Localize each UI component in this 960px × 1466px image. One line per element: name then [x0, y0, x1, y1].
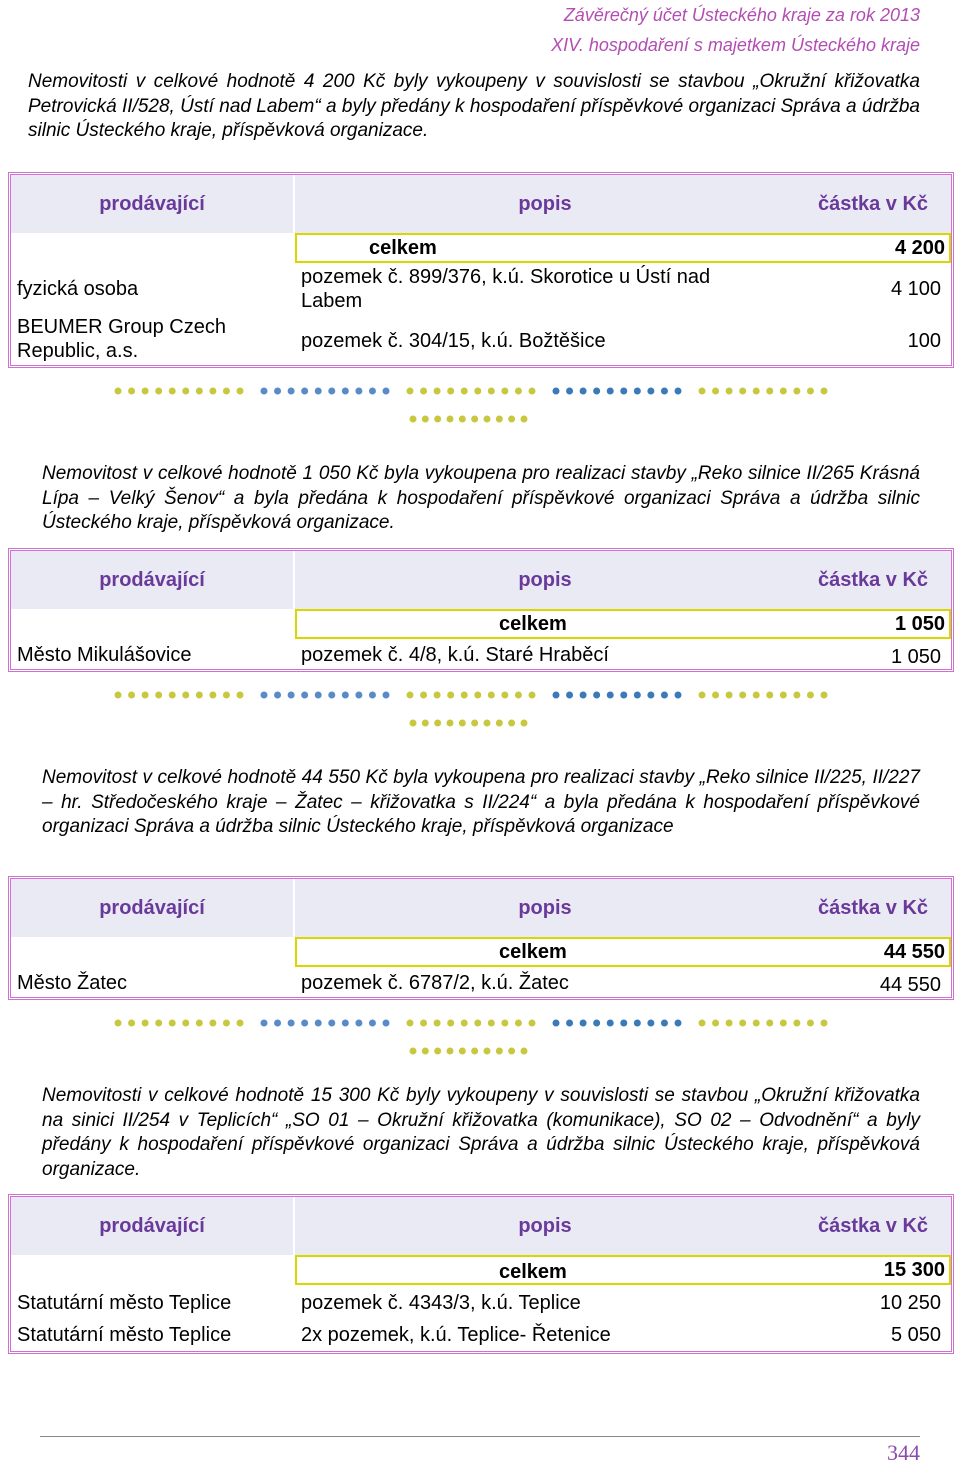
decorative-dot — [155, 1020, 162, 1027]
decorative-dot — [699, 692, 706, 699]
decorative-dot — [739, 388, 746, 395]
table-row-seller: Statutární město Teplice — [17, 1292, 232, 1314]
decorative-dot — [712, 1020, 719, 1027]
decorative-dot — [274, 388, 281, 395]
decorative-dot — [461, 692, 468, 699]
decorative-dot — [553, 388, 560, 395]
decorative-dot — [699, 1020, 706, 1027]
decorative-dot — [739, 692, 746, 699]
decorative-dot — [488, 1020, 495, 1027]
decorative-dot — [447, 692, 454, 699]
decorative-dot — [484, 720, 491, 727]
decorative-dot — [580, 388, 587, 395]
decorative-dot — [342, 388, 349, 395]
decorative-dot — [780, 692, 787, 699]
decorative-dot — [407, 1020, 414, 1027]
decorative-dot — [434, 720, 441, 727]
decorative-dot — [766, 388, 773, 395]
decorative-dot — [369, 388, 376, 395]
decorative-dot — [461, 1020, 468, 1027]
decorative-dot — [529, 388, 536, 395]
decorative-separator — [110, 1016, 840, 1030]
decorative-dot — [128, 692, 135, 699]
total-value: 4 200 — [894, 237, 945, 259]
table-row-desc: 2x pozemek, k.ú. Teplice- Řetenice — [301, 1324, 611, 1346]
decorative-dot — [501, 692, 508, 699]
decorative-dot — [474, 388, 481, 395]
decorative-dot — [675, 388, 682, 395]
decorative-dot — [593, 692, 600, 699]
table-row-desc: pozemek č. 899/376, k.ú. Skorotice u Ústí nad Labem — [301, 266, 711, 312]
decorative-dot — [620, 692, 627, 699]
decorative-dot — [434, 1020, 441, 1027]
decorative-dot — [675, 1020, 682, 1027]
total-value: 15 300 — [883, 1259, 945, 1281]
table-row-desc: pozemek č. 4343/3, k.ú. Teplice — [301, 1292, 581, 1314]
decorative-dot — [447, 416, 454, 423]
decorative-dot — [496, 720, 503, 727]
decorative-dot — [566, 692, 573, 699]
section-2-table — [8, 548, 954, 672]
decorative-dot — [634, 692, 641, 699]
decorative-dot — [182, 692, 189, 699]
decorative-dot — [288, 388, 295, 395]
decorative-dot — [459, 1048, 466, 1055]
table-row-seller: BEUMER Group Czech Republic, a.s. — [17, 316, 226, 362]
decorative-dot — [593, 1020, 600, 1027]
table-row-amount: 44 550 — [879, 974, 941, 996]
decorative-dot — [661, 388, 668, 395]
decorative-dot — [488, 388, 495, 395]
decorative-dot — [675, 692, 682, 699]
decorative-dot — [434, 1048, 441, 1055]
decorative-dot — [369, 692, 376, 699]
decorative-dot — [515, 692, 522, 699]
decorative-dot — [661, 1020, 668, 1027]
decorative-dot — [508, 720, 515, 727]
table-row-amount: 100 — [907, 330, 941, 352]
decorative-dot — [484, 416, 491, 423]
decorative-dot — [620, 388, 627, 395]
decorative-dot — [447, 1020, 454, 1027]
decorative-dot — [410, 720, 417, 727]
decorative-dot — [182, 388, 189, 395]
decorative-dot — [593, 388, 600, 395]
table-row-desc: pozemek č. 6787/2, k.ú. Žatec — [301, 972, 569, 994]
decorative-dot — [274, 692, 281, 699]
decorative-dot — [647, 388, 654, 395]
footer-rule — [40, 1436, 920, 1437]
decorative-dot — [821, 1020, 828, 1027]
decorative-dot — [274, 1020, 281, 1027]
decorative-dot — [501, 388, 508, 395]
decorative-dot — [780, 388, 787, 395]
decorative-dot — [471, 416, 478, 423]
decorative-dot — [355, 692, 362, 699]
decorative-dot — [383, 1020, 390, 1027]
decorative-separator — [110, 688, 840, 702]
decorative-dot — [496, 416, 503, 423]
col-amount-header: částka v Kč — [817, 1214, 929, 1237]
decorative-dot — [169, 692, 176, 699]
table-row-desc: pozemek č. 4/8, k.ú. Staré Hraběcí — [301, 644, 609, 666]
section-2-paragraph: Nemovitost v celkové hodnotě 1 050 Kč byla vykoupena pro realizaci stavby „Reko silnice II/265 Krásná Lípa – Velký Šenov“ a byla předána k hospodaření příspěvkové organizaci Správa a údržba silnic Ústeckého kraje, příspěvková organizace. — [42, 463, 920, 533]
decorative-dot — [355, 388, 362, 395]
page-number: 344 — [887, 1440, 920, 1465]
decorative-dot — [634, 1020, 641, 1027]
decorative-dot — [155, 692, 162, 699]
col-desc-header: popis — [518, 192, 572, 215]
decorative-dot — [566, 388, 573, 395]
decorative-dot — [699, 388, 706, 395]
decorative-dot — [508, 416, 515, 423]
section-4-paragraph: Nemovitosti v celkové hodnotě 15 300 Kč byly vykoupeny v souvislosti se stavbou „Okružní křižovatka na sinici II/254 v Teplicích“ „SO 01 – Okružní křižovatka (komunikace), SO 02 – Odvodnění“ a byly předány k hospodaření příspěvkové organizaci Správa a údržba silnic Ústeckého kraje, příspěvková organizace. — [42, 1085, 920, 1180]
decorative-separator — [110, 384, 840, 398]
document-header-chapter: XIV. hospodaření s majetkem Ústeckého kraje — [551, 35, 920, 55]
decorative-dot — [753, 692, 760, 699]
decorative-dot — [726, 692, 733, 699]
decorative-dot — [607, 388, 614, 395]
col-desc-header: popis — [518, 896, 572, 919]
decorative-dot — [142, 692, 149, 699]
decorative-dot — [128, 1020, 135, 1027]
decorative-dot — [753, 1020, 760, 1027]
decorative-dot — [766, 1020, 773, 1027]
decorative-dot — [607, 692, 614, 699]
decorative-dot — [369, 1020, 376, 1027]
decorative-dot — [793, 388, 800, 395]
decorative-dot — [315, 388, 322, 395]
decorative-separator — [405, 412, 540, 426]
decorative-dot — [471, 720, 478, 727]
document-header-title: Závěrečný účet Ústeckého kraje za rok 2013 — [563, 5, 920, 25]
total-value: 1 050 — [894, 613, 945, 635]
decorative-dot — [422, 1048, 429, 1055]
table-row-amount: 4 100 — [890, 278, 941, 300]
col-seller-header: prodávající — [99, 568, 205, 591]
total-label: celkem — [499, 1261, 567, 1283]
decorative-separator — [405, 716, 540, 730]
section-1-table — [8, 172, 954, 368]
decorative-dot — [620, 1020, 627, 1027]
decorative-dot — [288, 692, 295, 699]
total-label: celkem — [499, 941, 567, 963]
decorative-dot — [580, 1020, 587, 1027]
table-row-amount: 10 250 — [879, 1292, 941, 1314]
table-row-amount: 5 050 — [890, 1324, 941, 1346]
decorative-dot — [420, 1020, 427, 1027]
decorative-dot — [196, 388, 203, 395]
col-seller-header: prodávající — [99, 192, 205, 215]
table-row-seller: Město Mikulášovice — [17, 644, 192, 666]
decorative-dot — [115, 692, 122, 699]
decorative-dot — [237, 692, 244, 699]
decorative-dot — [261, 1020, 268, 1027]
decorative-dot — [807, 1020, 814, 1027]
decorative-dot — [447, 388, 454, 395]
table-row-seller: Město Žatec — [17, 972, 128, 994]
total-label: celkem — [499, 613, 567, 635]
decorative-dot — [209, 692, 216, 699]
decorative-dot — [223, 388, 230, 395]
section-4-table — [8, 1194, 954, 1354]
decorative-dot — [739, 1020, 746, 1027]
decorative-dot — [223, 1020, 230, 1027]
decorative-dot — [821, 388, 828, 395]
decorative-dot — [807, 388, 814, 395]
decorative-dot — [209, 1020, 216, 1027]
col-amount-header: částka v Kč — [817, 896, 929, 919]
decorative-dot — [434, 416, 441, 423]
col-amount-header: částka v Kč — [817, 192, 929, 215]
col-seller-header: prodávající — [99, 1214, 205, 1237]
decorative-dot — [407, 692, 414, 699]
decorative-dot — [661, 692, 668, 699]
decorative-dot — [328, 692, 335, 699]
decorative-dot — [301, 388, 308, 395]
decorative-dot — [315, 692, 322, 699]
decorative-dot — [209, 388, 216, 395]
decorative-dot — [301, 692, 308, 699]
decorative-dot — [169, 388, 176, 395]
decorative-dot — [128, 388, 135, 395]
decorative-dot — [422, 720, 429, 727]
decorative-dot — [712, 388, 719, 395]
decorative-dot — [471, 1048, 478, 1055]
col-seller-header: prodávající — [99, 896, 205, 919]
decorative-dot — [484, 1048, 491, 1055]
decorative-dot — [461, 388, 468, 395]
section-1-paragraph: Nemovitosti v celkové hodnotě 4 200 Kč byly vykoupeny v souvislosti se stavbou „Okružní křižovatka Petrovická II/528, Ústí nad Labem“ a byly předány k hospodaření příspěvkové organizaci Správa a údržba silnic Ústeckého kraje, příspěvková organizace. — [28, 71, 920, 141]
decorative-dot — [515, 1020, 522, 1027]
decorative-dot — [793, 692, 800, 699]
decorative-dot — [501, 1020, 508, 1027]
decorative-dot — [196, 1020, 203, 1027]
decorative-dot — [712, 692, 719, 699]
table-row-seller: fyzická osoba — [17, 278, 139, 300]
decorative-dot — [434, 692, 441, 699]
decorative-dot — [410, 416, 417, 423]
decorative-dot — [342, 692, 349, 699]
decorative-dot — [410, 1048, 417, 1055]
total-value: 44 550 — [883, 941, 945, 963]
decorative-dot — [328, 1020, 335, 1027]
decorative-dot — [169, 1020, 176, 1027]
decorative-dot — [301, 1020, 308, 1027]
decorative-dot — [420, 388, 427, 395]
decorative-dot — [553, 1020, 560, 1027]
decorative-dot — [508, 1048, 515, 1055]
decorative-dot — [780, 1020, 787, 1027]
decorative-dot — [115, 1020, 122, 1027]
decorative-dot — [142, 388, 149, 395]
table-row-amount: 1 050 — [890, 646, 941, 668]
decorative-dot — [237, 1020, 244, 1027]
decorative-dot — [142, 1020, 149, 1027]
col-desc-header: popis — [518, 568, 572, 591]
decorative-dot — [355, 1020, 362, 1027]
decorative-dot — [807, 692, 814, 699]
decorative-dot — [488, 692, 495, 699]
decorative-dot — [521, 416, 528, 423]
decorative-dot — [521, 1048, 528, 1055]
decorative-dot — [515, 388, 522, 395]
decorative-dot — [793, 1020, 800, 1027]
col-desc-header: popis — [518, 1214, 572, 1237]
decorative-dot — [237, 388, 244, 395]
decorative-dot — [634, 388, 641, 395]
decorative-dot — [474, 692, 481, 699]
decorative-dot — [766, 692, 773, 699]
decorative-dot — [447, 1048, 454, 1055]
decorative-dot — [383, 388, 390, 395]
decorative-dot — [261, 388, 268, 395]
decorative-separator — [405, 1044, 540, 1058]
decorative-dot — [647, 692, 654, 699]
decorative-dot — [607, 1020, 614, 1027]
section-3-paragraph: Nemovitost v celkové hodnotě 44 550 Kč byla vykoupena pro realizaci stavby „Reko silnice II/225, II/227 – hr. Středočeského kraje – Žatec – křižovatka s II/224“ a byla předána k hospodaření příspěvkové organizaci Správa a údržba silnic Ústeckého kraje, příspěvková organizace — [42, 767, 920, 837]
decorative-dot — [553, 692, 560, 699]
decorative-dot — [223, 692, 230, 699]
decorative-dot — [580, 692, 587, 699]
decorative-dot — [447, 720, 454, 727]
decorative-dot — [155, 388, 162, 395]
decorative-dot — [647, 1020, 654, 1027]
decorative-dot — [182, 1020, 189, 1027]
decorative-dot — [529, 1020, 536, 1027]
decorative-dot — [529, 692, 536, 699]
total-label: celkem — [369, 237, 437, 259]
decorative-dot — [328, 388, 335, 395]
decorative-dot — [261, 692, 268, 699]
decorative-dot — [422, 416, 429, 423]
decorative-dot — [459, 720, 466, 727]
decorative-dot — [474, 1020, 481, 1027]
decorative-dot — [521, 720, 528, 727]
decorative-dot — [459, 416, 466, 423]
decorative-dot — [821, 692, 828, 699]
decorative-dot — [753, 388, 760, 395]
decorative-dot — [496, 1048, 503, 1055]
decorative-dot — [407, 388, 414, 395]
decorative-dot — [383, 692, 390, 699]
decorative-dot — [115, 388, 122, 395]
decorative-dot — [288, 1020, 295, 1027]
table-row-desc: pozemek č. 304/15, k.ú. Božtěšice — [301, 330, 606, 352]
decorative-dot — [342, 1020, 349, 1027]
table-row-seller: Statutární město Teplice — [17, 1324, 232, 1346]
decorative-dot — [434, 388, 441, 395]
decorative-dot — [566, 1020, 573, 1027]
section-3-table — [8, 876, 954, 1000]
col-amount-header: částka v Kč — [817, 568, 929, 591]
decorative-dot — [196, 692, 203, 699]
decorative-dot — [726, 388, 733, 395]
decorative-dot — [420, 692, 427, 699]
decorative-dot — [315, 1020, 322, 1027]
decorative-dot — [726, 1020, 733, 1027]
